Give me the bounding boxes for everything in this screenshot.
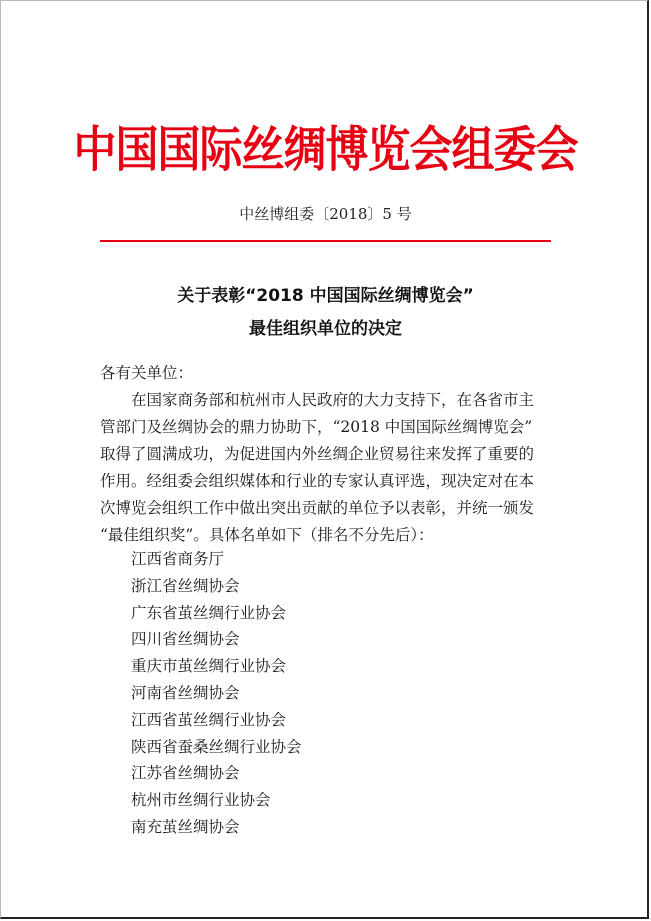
list-item: 浙江省丝绸协会 [131,576,240,595]
list-item: 杭州市丝绸行业协会 [131,791,271,810]
issuing-organization-header: 中国国际丝绸博览会组委会 [73,122,578,179]
list-item: 重庆市茧丝绸行业协会 [131,657,287,676]
list-item: 江西省茧丝绸行业协会 [131,710,287,729]
paragraph-line: 管部门及丝绸协会的鼎力协助下，“2018 中国国际丝绸博览会” [100,418,533,436]
paragraph-line: 在国家商务部和杭州市人民政府的大力支持下，在各省市主 [131,391,535,409]
list-item: 河南省丝绸协会 [131,683,240,702]
list-item: 陕西省蚕桑丝绸行业协会 [131,737,302,756]
document-title-line-2: 最佳组织单位的决定 [249,319,402,339]
salutation: 各有关单位： [100,364,194,382]
paragraph-line: “最佳组织奖”。具体名单如下（排名不分先后）： [100,526,434,544]
paragraph-line: 次博览会组织工作中做出突出贡献的单位予以表彰，并统一颁发 [100,499,535,517]
red-divider-line [100,240,551,242]
paragraph-line: 取得了圆满成功，为促进国内外丝绸企业贸易往来发挥了重要的 [100,445,535,463]
body-paragraph [100,387,555,549]
document-number: 中丝博组委〔2018〕5 号 [239,205,412,223]
list-item: 江苏省丝绸协会 [131,764,240,783]
list-item: 广东省茧丝绸行业协会 [131,603,287,622]
paragraph-line: 作用。经组委会组织媒体和行业的专家认真评选，现决定对在本 [100,472,535,490]
awardee-list [131,546,302,841]
list-item: 四川省丝绸协会 [131,630,240,649]
document-title-line-1: 关于表彰“2018 中国国际丝绸博览会” [177,286,474,306]
list-item: 江西省商务厅 [131,550,225,568]
list-item: 南充茧丝绸协会 [131,817,240,836]
